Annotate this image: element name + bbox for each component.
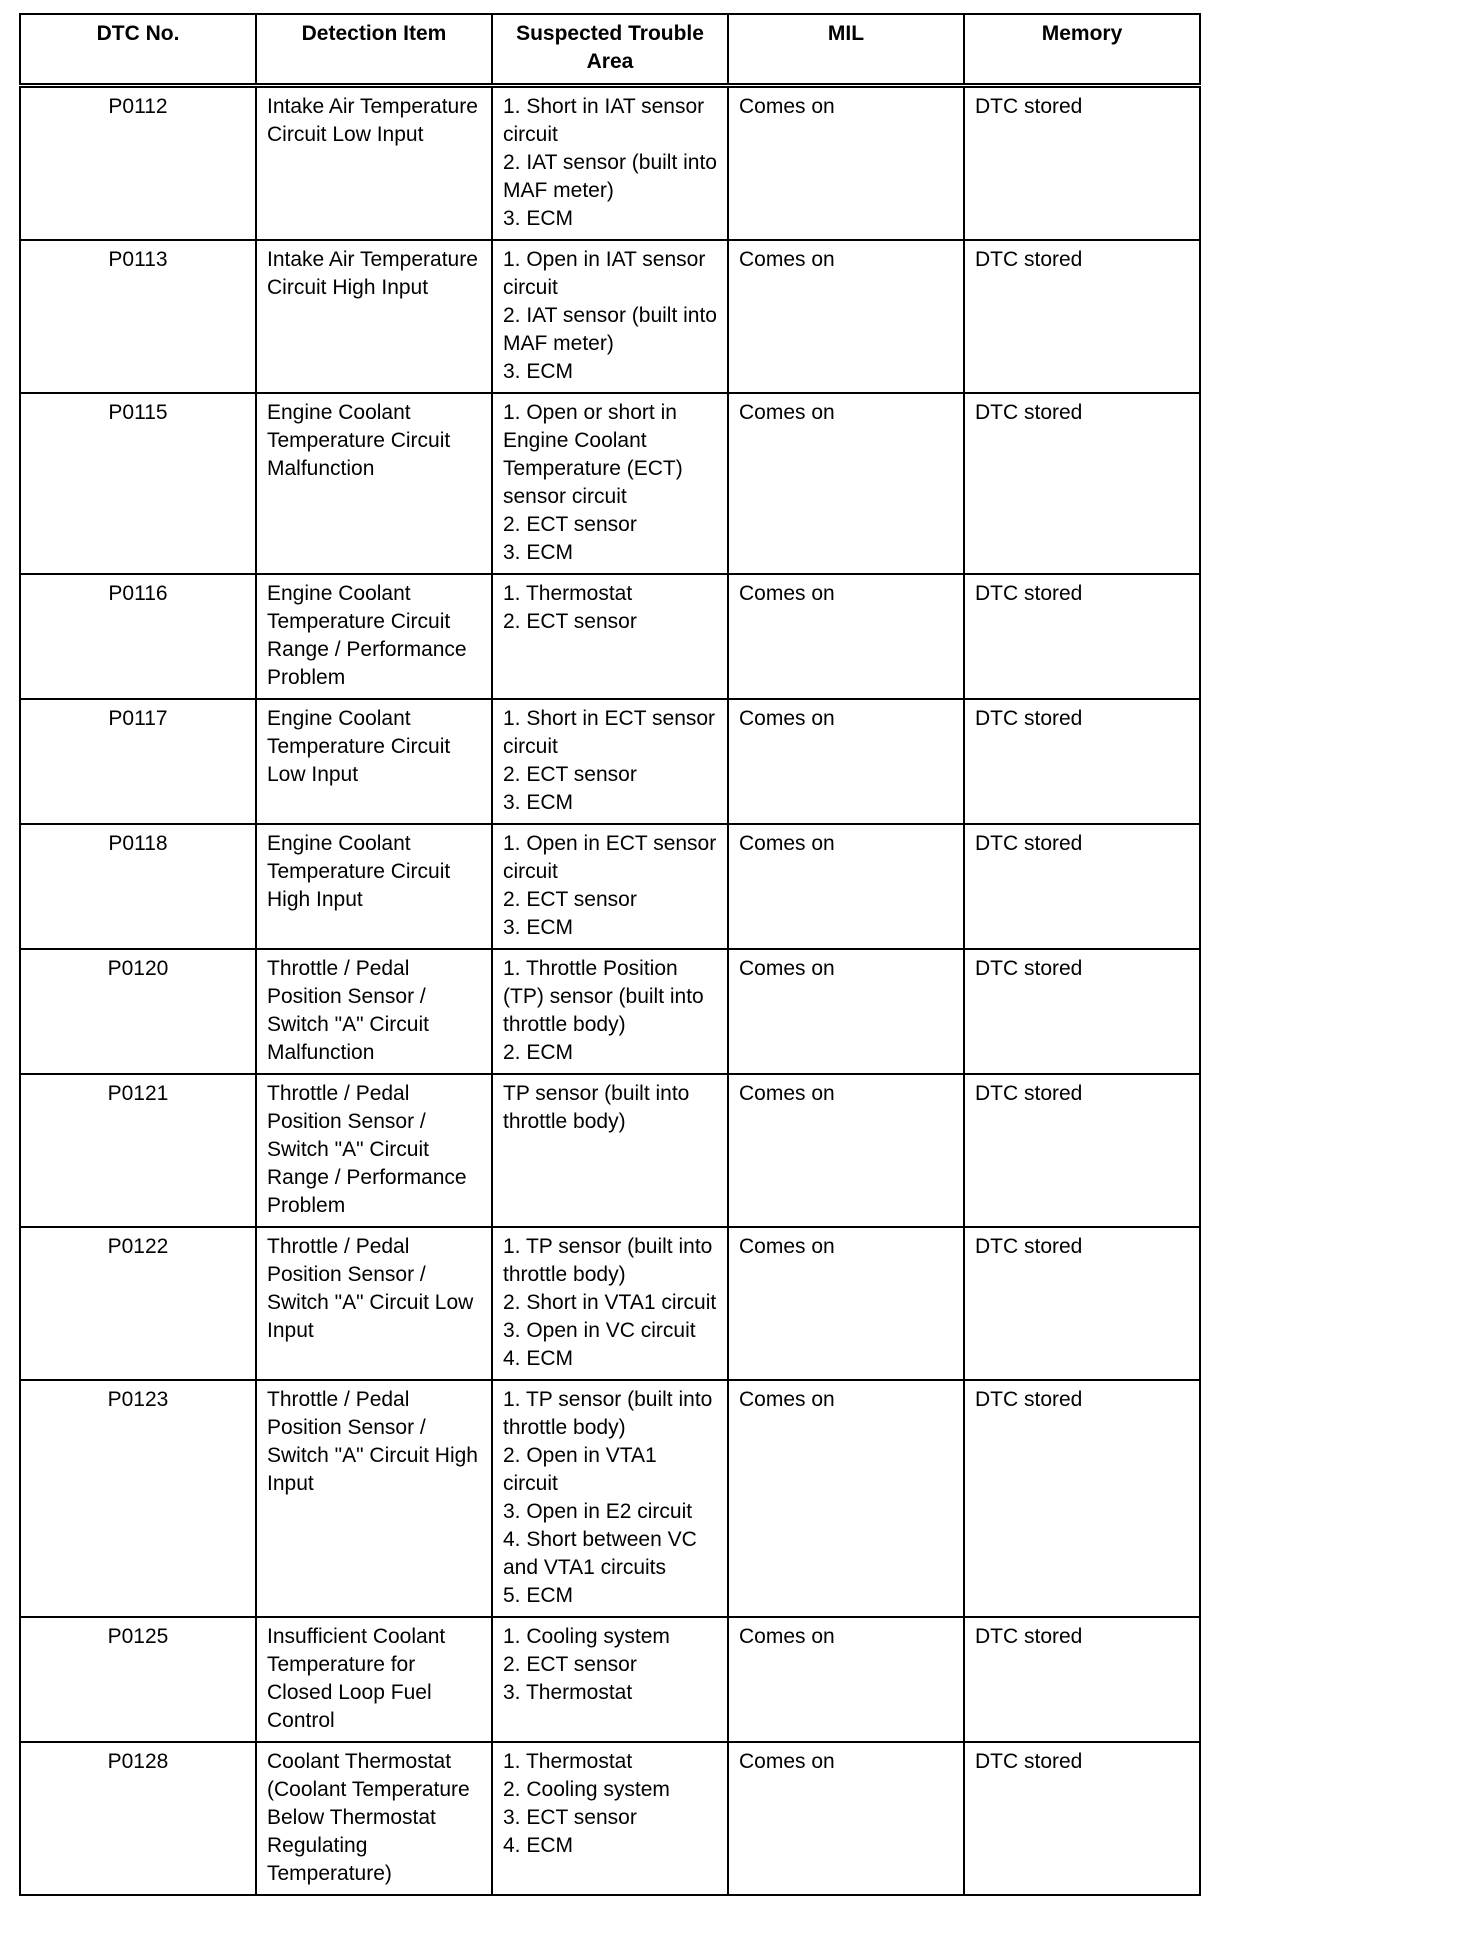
memory-cell: DTC stored — [964, 240, 1200, 393]
trouble-area-item: 2. Open in VTA1 circuit — [503, 1444, 657, 1495]
suspected-trouble-area-cell — [492, 240, 728, 393]
dtc-code-cell: P0121 — [20, 1074, 256, 1227]
trouble-area-item: 5. ECM — [503, 1584, 574, 1607]
memory-cell: DTC stored — [964, 699, 1200, 824]
suspected-trouble-area-cell — [492, 1380, 728, 1617]
trouble-area-item: 3. ECM — [503, 541, 574, 564]
suspected-trouble-area-cell — [492, 824, 728, 949]
dtc-code-cell: P0117 — [20, 699, 256, 824]
table-row — [20, 86, 1200, 241]
trouble-area-item: 2. ECT sensor — [503, 513, 637, 536]
header-detection-item: Detection Item — [256, 14, 492, 86]
memory-cell: DTC stored — [964, 1742, 1200, 1895]
trouble-area-item: 2. Short in VTA1 circuit — [503, 1291, 717, 1314]
trouble-area-item: 4. ECM — [503, 1347, 574, 1370]
suspected-trouble-area-cell — [492, 1074, 728, 1227]
suspected-trouble-area-cell — [492, 1742, 728, 1895]
detection-item-cell: Insufficient Coolant Temperature for Closed Loop Fuel Control — [256, 1617, 492, 1742]
memory-cell: DTC stored — [964, 949, 1200, 1074]
trouble-area-item: 3. ECT sensor — [503, 1806, 637, 1829]
trouble-area-item: 2. Cooling system — [503, 1778, 670, 1801]
detection-item-cell: Engine Coolant Temperature Circuit Malfunction — [256, 393, 492, 574]
mil-cell: Comes on — [728, 949, 964, 1074]
trouble-area-item: 4. Short between VC and VTA1 circuits — [503, 1528, 697, 1579]
trouble-area-item: 3. Open in E2 circuit — [503, 1500, 693, 1523]
dtc-code-cell: P0122 — [20, 1227, 256, 1380]
trouble-area-item: 1. Throttle Position (TP) sensor (built into throttle body) — [503, 957, 704, 1036]
trouble-area-item: 3. Open in VC circuit — [503, 1319, 696, 1342]
memory-cell: DTC stored — [964, 574, 1200, 699]
detection-item-cell: Throttle / Pedal Position Sensor / Switch "A" Circuit Range / Performance Problem — [256, 1074, 492, 1227]
dtc-code-cell: P0125 — [20, 1617, 256, 1742]
trouble-area-item: 1. TP sensor (built into throttle body) — [503, 1235, 713, 1286]
trouble-area-item: 3. Thermostat — [503, 1681, 633, 1704]
table-row — [20, 949, 1200, 1074]
suspected-trouble-area-cell — [492, 949, 728, 1074]
detection-item-cell: Throttle / Pedal Position Sensor / Switch "A" Circuit Low Input — [256, 1227, 492, 1380]
mil-cell: Comes on — [728, 1742, 964, 1895]
detection-item-cell: Coolant Thermostat (Coolant Temperature Below Thermostat Regulating Temperature) — [256, 1742, 492, 1895]
header-dtc-no: DTC No. — [20, 14, 256, 86]
suspected-trouble-area-cell — [492, 699, 728, 824]
trouble-area-item: 2. ECT sensor — [503, 888, 637, 911]
header-memory: Memory — [964, 14, 1200, 86]
detection-item-cell: Intake Air Temperature Circuit High Input — [256, 240, 492, 393]
dtc-table — [19, 13, 1201, 1896]
detection-item-cell: Throttle / Pedal Position Sensor / Switch "A" Circuit Malfunction — [256, 949, 492, 1074]
dtc-code-cell: P0123 — [20, 1380, 256, 1617]
suspected-trouble-area-cell — [492, 393, 728, 574]
trouble-area-item: TP sensor (built into throttle body) — [503, 1082, 690, 1133]
table-row — [20, 393, 1200, 574]
detection-item-cell: Engine Coolant Temperature Circuit High Input — [256, 824, 492, 949]
trouble-area-item: 1. Thermostat — [503, 582, 633, 605]
header-mil: MIL — [728, 14, 964, 86]
detection-item-cell: Intake Air Temperature Circuit Low Input — [256, 86, 492, 241]
dtc-code-cell: P0116 — [20, 574, 256, 699]
table-row — [20, 1742, 1200, 1895]
table-row — [20, 699, 1200, 824]
trouble-area-item: 1. Short in ECT sensor circuit — [503, 707, 716, 758]
suspected-trouble-area-cell — [492, 86, 728, 241]
trouble-area-item: 1. Open in ECT sensor circuit — [503, 832, 717, 883]
mil-cell: Comes on — [728, 1074, 964, 1227]
table-row — [20, 574, 1200, 699]
trouble-area-item: 1. Thermostat — [503, 1750, 633, 1773]
trouble-area-item: 2. ECM — [503, 1041, 574, 1064]
table-row — [20, 1380, 1200, 1617]
table-row — [20, 1074, 1200, 1227]
dtc-code-cell: P0113 — [20, 240, 256, 393]
trouble-area-item: 1. Open in IAT sensor circuit — [503, 248, 706, 299]
trouble-area-item: 1. Cooling system — [503, 1625, 670, 1648]
dtc-code-cell: P0128 — [20, 1742, 256, 1895]
mil-cell: Comes on — [728, 393, 964, 574]
suspected-trouble-area-cell — [492, 574, 728, 699]
trouble-area-item: 3. ECM — [503, 207, 574, 230]
trouble-area-item: 3. ECM — [503, 791, 574, 814]
header-suspected-trouble-area: Suspected Trouble Area — [492, 14, 728, 86]
detection-item-cell: Throttle / Pedal Position Sensor / Switch "A" Circuit High Input — [256, 1380, 492, 1617]
document-page — [19, 13, 1200, 1896]
trouble-area-item: 1. TP sensor (built into throttle body) — [503, 1388, 713, 1439]
mil-cell: Comes on — [728, 824, 964, 949]
trouble-area-item: 4. ECM — [503, 1834, 574, 1857]
mil-cell: Comes on — [728, 699, 964, 824]
trouble-area-item: 3. ECM — [503, 916, 574, 939]
table-row — [20, 1227, 1200, 1380]
table-row — [20, 240, 1200, 393]
header-row — [20, 14, 1200, 86]
dtc-code-cell: P0120 — [20, 949, 256, 1074]
trouble-area-item: 2. ECT sensor — [503, 610, 637, 633]
memory-cell: DTC stored — [964, 1380, 1200, 1617]
table-body — [20, 86, 1200, 1896]
suspected-trouble-area-cell — [492, 1227, 728, 1380]
mil-cell: Comes on — [728, 240, 964, 393]
memory-cell: DTC stored — [964, 393, 1200, 574]
mil-cell: Comes on — [728, 1227, 964, 1380]
memory-cell: DTC stored — [964, 824, 1200, 949]
dtc-code-cell: P0115 — [20, 393, 256, 574]
table-row — [20, 1617, 1200, 1742]
table-header — [20, 14, 1200, 86]
memory-cell: DTC stored — [964, 1617, 1200, 1742]
detection-item-cell: Engine Coolant Temperature Circuit Low Input — [256, 699, 492, 824]
table-row — [20, 824, 1200, 949]
memory-cell: DTC stored — [964, 86, 1200, 241]
memory-cell: DTC stored — [964, 1074, 1200, 1227]
mil-cell: Comes on — [728, 86, 964, 241]
memory-cell: DTC stored — [964, 1227, 1200, 1380]
mil-cell: Comes on — [728, 574, 964, 699]
mil-cell: Comes on — [728, 1380, 964, 1617]
trouble-area-item: 3. ECM — [503, 360, 574, 383]
dtc-code-cell: P0118 — [20, 824, 256, 949]
trouble-area-item: 1. Open or short in Engine Coolant Temperature (ECT) sensor circuit — [503, 401, 683, 508]
suspected-trouble-area-cell — [492, 1617, 728, 1742]
mil-cell: Comes on — [728, 1617, 964, 1742]
detection-item-cell: Engine Coolant Temperature Circuit Range / Performance Problem — [256, 574, 492, 699]
trouble-area-item: 2. IAT sensor (built into MAF meter) — [503, 304, 717, 355]
trouble-area-item: 2. IAT sensor (built into MAF meter) — [503, 151, 717, 202]
dtc-code-cell: P0112 — [20, 86, 256, 241]
trouble-area-item: 2. ECT sensor — [503, 1653, 637, 1676]
trouble-area-item: 2. ECT sensor — [503, 763, 637, 786]
trouble-area-item: 1. Short in IAT sensor circuit — [503, 95, 705, 146]
